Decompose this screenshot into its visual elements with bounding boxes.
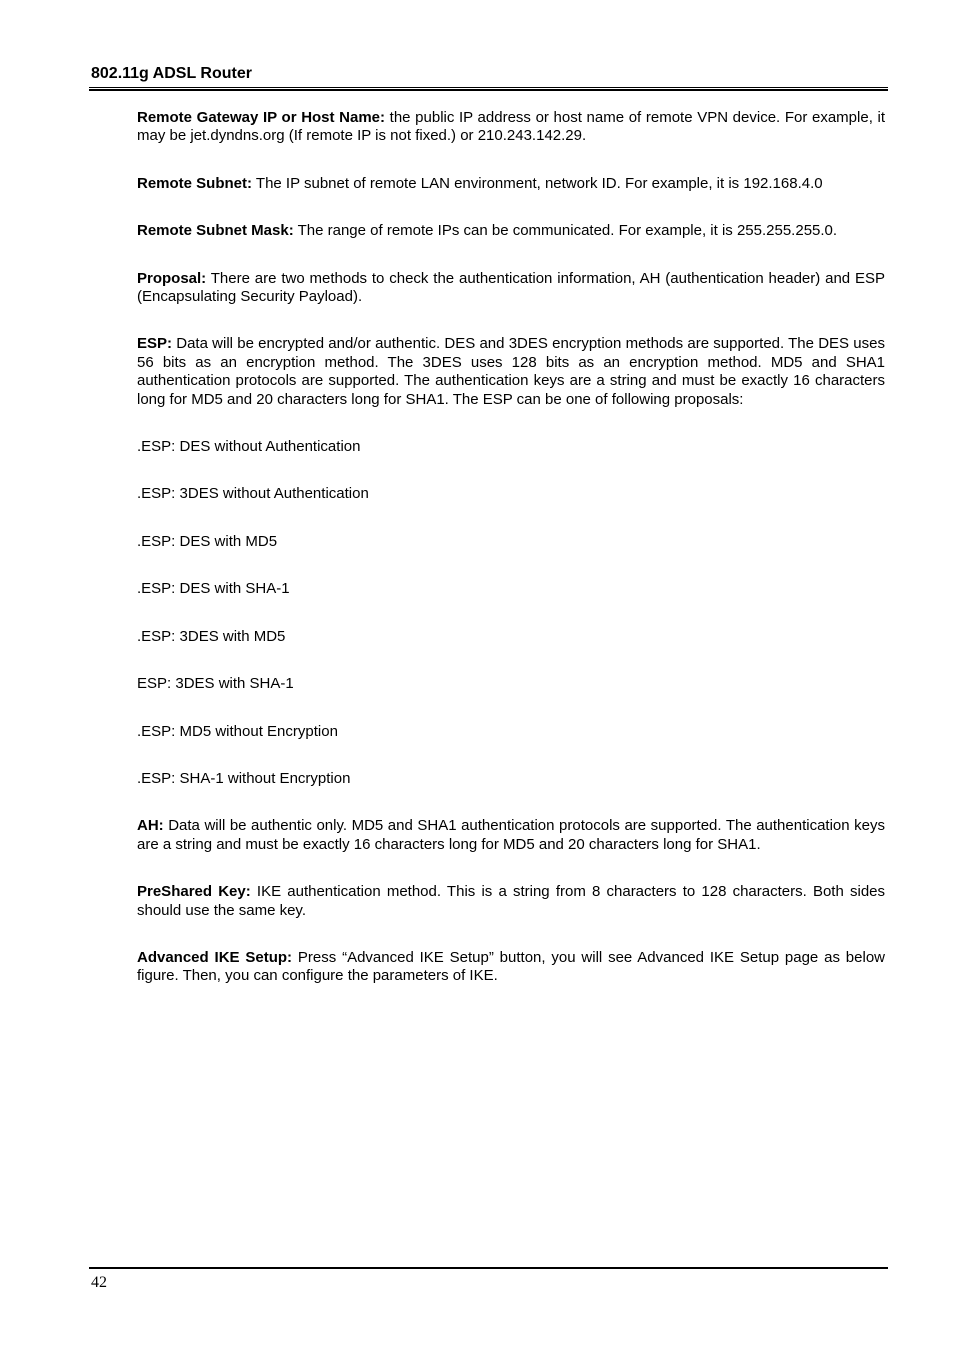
esp-text: Data will be encrypted and/or authentic. DES and 3DES encryption methods are supported. The DES uses 56 bits as an encryption method. The 3DES uses 128 bits as an encryption method. MD5 and SHA1 authentication protocols are supported. The authentication keys are a string and must be exactly 16 characters long for MD5 and 20 characters long for SHA1. The ESP can be one of following proposals:	[137, 335, 885, 408]
remote-subnet-mask-term: Remote Subnet Mask:	[137, 222, 294, 240]
remote-subnet-paragraph	[137, 175, 885, 193]
remote-subnet-text: The IP subnet of remote LAN environment, network ID. For example, it is 192.168.4.0	[252, 174, 823, 192]
esp-proposal-item: .ESP: DES without Authentication	[137, 438, 361, 456]
esp-proposal-list	[137, 438, 885, 788]
esp-proposal-item: .ESP: 3DES without Authentication	[137, 485, 369, 503]
remote-subnet-mask-text: The range of remote IPs can be communicated. For example, it is 255.255.255.0.	[293, 222, 838, 240]
esp-proposal-item: ESP: 3DES with SHA-1	[137, 675, 294, 693]
remote-gateway-paragraph	[137, 109, 885, 146]
preshared-key-paragraph	[137, 883, 885, 920]
advanced-ike-paragraph	[137, 949, 885, 986]
proposal-text: There are two methods to check the authentication information, AH (authentication header) and ESP (Encapsulating Security Payload).	[137, 269, 885, 306]
esp-term: ESP:	[137, 335, 173, 353]
preshared-key-term: PreShared Key:	[137, 883, 251, 901]
ah-paragraph	[137, 817, 885, 854]
esp-proposal-item: .ESP: 3DES with MD5	[137, 627, 286, 645]
remote-subnet-term: Remote Subnet:	[137, 174, 253, 192]
esp-proposal-item: .ESP: DES with MD5	[137, 532, 278, 550]
remote-gateway-term: Remote Gateway IP or Host Name:	[137, 109, 386, 126]
proposal-paragraph	[137, 270, 885, 307]
ah-term: AH:	[137, 817, 164, 835]
proposal-term: Proposal:	[137, 269, 207, 287]
esp-proposal-item: .ESP: MD5 without Encryption	[137, 722, 338, 740]
remote-subnet-mask-paragraph	[137, 222, 885, 240]
esp-proposal-item: .ESP: SHA-1 without Encryption	[137, 769, 351, 787]
esp-paragraph	[137, 335, 885, 409]
header-divider	[89, 87, 888, 91]
ah-text: Data will be authentic only. MD5 and SHA1 authentication protocols are supported. The authentication keys are a string and must be exactly 16 characters long for MD5 and 20 characters long for SHA1.	[137, 817, 885, 853]
remote-gateway-text: the public IP address or host name of remote VPN device. For example, it may be jet.dyndns.org (If remote IP is not fixed.) or 210.243.142.29.	[137, 109, 886, 145]
advanced-ike-text: Press “Advanced IKE Setup” button, you will see Advanced IKE Setup page as below figure. Then, you can configure the parameters of IKE.	[137, 948, 885, 985]
page-header-title: 802.11g ADSL Router	[91, 65, 252, 82]
preshared-key-text: IKE authentication method. This is a string from 8 characters to 128 characters. Both sides should use the same key.	[137, 883, 885, 919]
footer-divider	[89, 1267, 888, 1269]
esp-proposal-item: .ESP: DES with SHA-1	[137, 580, 290, 598]
page-number: 42	[91, 1274, 107, 1291]
advanced-ike-term: Advanced IKE Setup:	[137, 948, 293, 966]
document-body	[137, 109, 885, 1015]
